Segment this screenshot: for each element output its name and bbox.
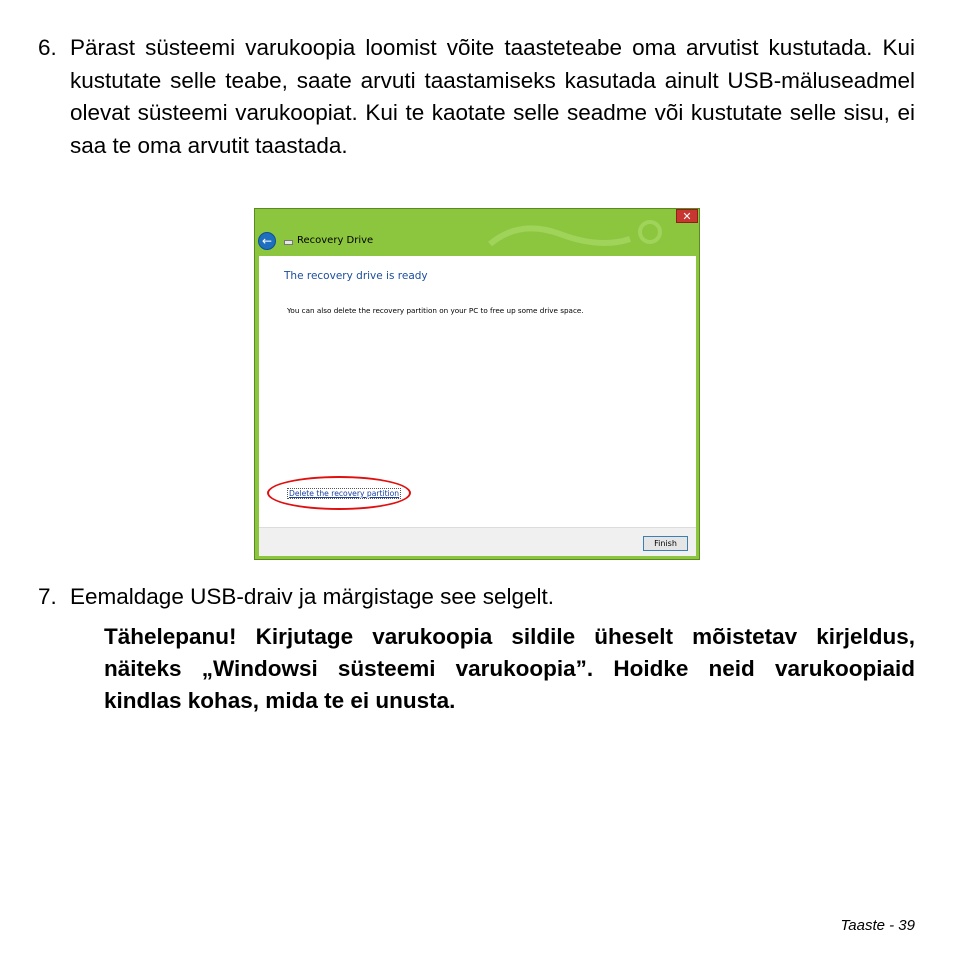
dialog-description: You can also delete the recovery partition on your PC to free up some drive space. (287, 306, 584, 315)
step-7 (38, 581, 915, 614)
back-arrow-icon[interactable]: ← (258, 232, 276, 250)
dialog-heading: The recovery drive is ready (284, 270, 428, 282)
delete-recovery-partition-link[interactable]: Delete the recovery partition (289, 489, 400, 498)
background-decoration (480, 214, 680, 254)
drive-icon (284, 240, 293, 245)
close-icon[interactable]: ✕ (676, 209, 698, 223)
step-text: Eemaldage USB-draiv ja märgistage see selgelt. (70, 584, 554, 609)
step-6 (38, 32, 915, 162)
step-text: Pärast süsteemi varukoopia loomist võite taasteteabe oma arvutist kustutada. Kui kustutate selle teabe, saate arvuti taastamiseks kasutada ainult USB-mäluseadmel olevat süsteemi varukoopiat. Kui te kaotate selle seadme või kustutate selle sisu, ei saa te oma arvutit taastada. (70, 35, 915, 158)
finish-button[interactable]: Finish (643, 536, 688, 551)
page-footer: Taaste - 39 (840, 917, 915, 934)
warning-note: Tähelepanu! Kirjutage varukoopia sildile üheselt mõistetav kirjeldus, näiteks „Windowsi süsteemi varukoopia”. Hoidke neid varukoopiaid kindlas kohas, mida te ei unusta. (104, 624, 915, 713)
window-title: Recovery Drive (297, 235, 374, 246)
step-number: 6. (38, 35, 57, 60)
step-number: 7. (38, 584, 57, 609)
highlight-circle (267, 476, 411, 510)
dialog-footer-bar (259, 527, 696, 556)
